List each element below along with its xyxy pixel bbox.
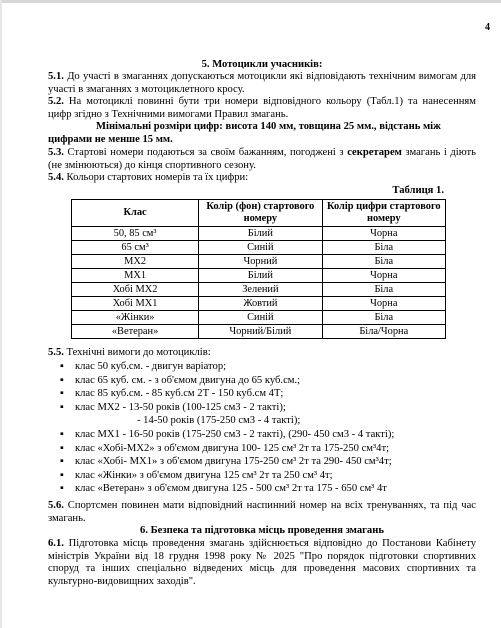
paragraph-text: Підготовка місць проведення змагань здійснюється відповідно до Постанови Кабінету міністрів України від 18 грудня 1998 року № 2025 "Про порядок підготовки спортивних споруд та інших спеціально відведених місць для проведення масових спортивних та культурно-видовищних заходів".: [48, 538, 476, 587]
list-item-text: клас «Хобі- МХ1» з об'ємом двигуна 175-250 см³ 2т та 290- 450 см³4т;: [75, 456, 392, 468]
table-cell-digit: Біла: [322, 311, 445, 325]
bullet-icon: ▪: [60, 361, 64, 372]
bullet-icon: ▪: [60, 374, 64, 386]
list-item-text: клас МХ2 - 13-50 років (100-125 см3 - 2 такті);: [75, 401, 286, 413]
table-row: [72, 297, 446, 311]
table-row: [72, 325, 446, 339]
list-item-text: клас «Жінки» з об'ємом двигуна 125 см³ 2т та 250 см³ 4т;: [75, 469, 333, 481]
table-cell-class: Хобі MX2: [72, 283, 199, 297]
list-item: [60, 402, 480, 416]
paragraph-number: 5.3.: [48, 147, 64, 158]
list-item: [60, 388, 480, 402]
list-item-text: клас МХ1 - 16-50 років (175-250 см3 - 2 такті), (290- 450 см3 - 4 такті);: [75, 428, 395, 440]
table-row: [72, 311, 446, 325]
list-item: [60, 483, 480, 497]
table-cell-background: Чорний: [199, 255, 322, 269]
list-item-text: клас «Ветеран» з об'ємом двигуна 125 - 500 см³ 2т та 175 - 650 см³ 4т: [75, 483, 387, 495]
list-item-text: - 14-50 років (175-250 см3 - 4 такті);: [137, 415, 301, 427]
table-row: [72, 227, 446, 241]
table-cell-class: «Ветеран»: [72, 325, 199, 339]
table-cell-background: Синій: [199, 241, 322, 255]
table-cell-class: MX2: [72, 255, 199, 269]
table-row: [72, 283, 446, 297]
list-item: [60, 361, 480, 375]
list-item-text: клас «Хобі-МХ2» з об'ємом двигуна 100- 125 см³ 2т та 175-250 см³4т;: [75, 442, 390, 454]
table-cell-class: MX1: [72, 269, 199, 283]
table-cell-digit: Чорна: [322, 269, 445, 283]
paragraph-text: Кольори стартових номерів та їх цифри:: [66, 172, 249, 183]
paragraph-text: Спортсмен повинен мати відповідний наспинний номер на всіх тренуваннях, та під час змагань.: [48, 500, 476, 524]
table-cell-class: 50, 85 см³: [72, 227, 199, 241]
bullet-icon: ▪: [60, 428, 64, 440]
table-cell-digit: Біла/Чорна: [322, 325, 445, 339]
table-cell-digit: Біла: [322, 241, 445, 255]
paragraph-text: Технічні вимоги до мотоциклів:: [66, 347, 211, 358]
table-cell-background: Білий: [199, 227, 322, 241]
table-cell-background: Чорний/Білий: [199, 325, 322, 339]
list-item-continuation: [60, 415, 480, 429]
table-cell-background: Синій: [199, 311, 322, 325]
table-cell-class: «Жінки»: [72, 311, 199, 325]
paragraph-5-6: [48, 500, 476, 525]
paragraph-5-2: [48, 96, 476, 121]
column-header-class: Клас: [72, 200, 199, 227]
list-item: [60, 470, 480, 484]
number-color-table: [71, 199, 446, 339]
paragraph-number: 6.1.: [48, 538, 64, 549]
paragraph-text: До участі в змаганнях допускаються мотоцикли які відповідають технічним вимогам для участі в змаганнях з мотоциклетного кросу.: [48, 71, 476, 95]
table-header-row: [72, 200, 446, 227]
paragraph-5-3: [48, 147, 476, 172]
column-header-background: Колір (фон) стартового номеру: [199, 200, 322, 227]
bullet-icon: ▪: [60, 456, 64, 468]
list-item-text: клас 85 куб.см. - 85 куб.см 2Т - 150 куб.см 4Т;: [75, 388, 284, 400]
list-item: [60, 443, 480, 457]
secretary-word: секретарем: [347, 147, 402, 158]
column-header-digit: Колір цифри стартового номеру: [322, 200, 445, 227]
table-cell-digit: Біла: [322, 283, 445, 297]
digit-size-note: Мінімальні розміри цифр: висота 140 мм, товщина 25 мм., відстань між цифрами не менше 15 мм.: [48, 121, 441, 145]
paragraph-text-cont: змагань і діють (не змінюються) до кінця спортивного сезону.: [48, 147, 476, 171]
table-caption: Таблиця 1.: [392, 185, 444, 196]
table-cell-digit: Біла: [322, 255, 445, 269]
list-item: [60, 375, 480, 389]
table-cell-background: Білий: [199, 269, 322, 283]
paragraph-number: 5.1.: [48, 71, 64, 82]
bullet-icon: ▪: [60, 401, 64, 413]
table-cell-digit: Чорна: [322, 227, 445, 241]
list-item: [60, 456, 480, 470]
section-6-title: 6. Безпека та підготовка місць проведення змагань: [140, 525, 384, 536]
bullet-icon: ▪: [60, 469, 64, 481]
paragraph-text: На мотоциклі повинні бути три номери відповідного кольору (Табл.1) та нанесенням цифр згідно з Технічними вимогами Правил змагань.: [48, 96, 476, 120]
table-row: [72, 269, 446, 283]
paragraph-number: 5.6.: [48, 500, 64, 511]
paragraph-number: 5.2.: [48, 96, 64, 107]
bullet-icon: ▪: [60, 442, 64, 454]
paragraph-5-4: [48, 172, 476, 185]
table-row: [72, 255, 446, 269]
list-item-text: клас 50 куб.см. - двигун варіатор;: [75, 361, 227, 372]
table-cell-background: Жовтий: [199, 297, 322, 311]
viewer-left-border: [0, 0, 2, 628]
table-cell-background: Зелений: [199, 283, 322, 297]
bullet-icon: ▪: [60, 483, 64, 495]
section-5-title: 5. Мотоцикли учасників:: [201, 59, 323, 70]
list-item-text: клас 65 куб. см. - з об'ємом двигуна до 65 куб.см.;: [75, 374, 301, 386]
page-number: 4: [485, 22, 490, 33]
paragraph-5-1: [48, 71, 476, 96]
bullet-icon: ▪: [60, 388, 64, 400]
table-cell-class: 65 см³: [72, 241, 199, 255]
paragraph-text: Стартові номери подаються за своїм бажанням, погоджені з: [67, 147, 344, 158]
paragraph-number: 5.4.: [48, 172, 64, 183]
table-cell-class: Хобі MX1: [72, 297, 199, 311]
list-item: [60, 429, 480, 443]
viewer-top-border: [0, 0, 501, 3]
paragraph-5-5: [48, 347, 476, 360]
paragraph-number: 5.5.: [48, 347, 64, 358]
technical-requirements-list: [60, 361, 480, 497]
table-row: [72, 241, 446, 255]
table-cell-digit: Чорна: [322, 297, 445, 311]
paragraph-6-1: [48, 538, 476, 588]
